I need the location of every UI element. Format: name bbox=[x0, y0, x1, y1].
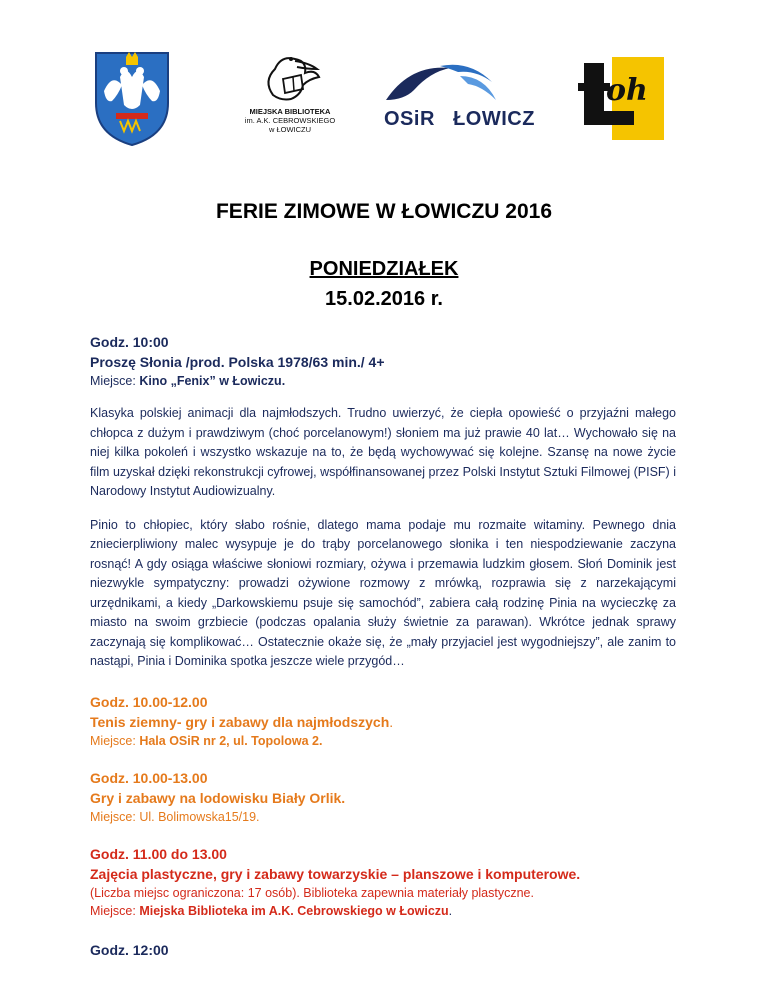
event-title: Gry i zabawy na lodowisku Biały Orlik. bbox=[90, 789, 346, 806]
event-time: Godz. 11.00 do 13.00 bbox=[90, 845, 227, 862]
place-value: Kino „Fenix” w Łowiczu. bbox=[139, 374, 286, 388]
loh-logo bbox=[578, 57, 664, 140]
loh-logo-text: oh bbox=[606, 73, 648, 108]
library-logo-line3: w ŁOWICZU bbox=[268, 125, 312, 134]
place-label: Miejsce: bbox=[90, 809, 140, 824]
lowicz-coat-of-arms-logo bbox=[90, 47, 174, 147]
library-logo-text bbox=[236, 107, 344, 134]
event-noon bbox=[90, 940, 676, 960]
place-suffix: . bbox=[448, 903, 453, 918]
schedule bbox=[90, 332, 676, 960]
pelican-book-icon bbox=[255, 45, 325, 107]
library-logo bbox=[236, 45, 344, 145]
place-label: Miejsce: bbox=[90, 374, 140, 388]
date-heading: 15.02.2016 r. bbox=[325, 288, 443, 310]
library-logo-line1: MIEJSKA BIBLIOTEKA bbox=[249, 107, 331, 116]
place-value: Ul. Bolimowska15/19. bbox=[139, 809, 260, 824]
event-description: Pinio to chłopiec, który słabo rośnie, dlatego mama podaje mu rozmaite witaminy. Pewnego dnia zniecierpliwiony malec wysypuje je do trąby porcelanowego słonika i ten niespodziewanie zaczyna rosnąć! A gdy osiąga właściwe słoniowi rozmiary, ożywa i przemawia ludzkim głosem. Słoń Dominik jest niezwykle sympatyczny: prowadzi ożywione rozmowy z mrówką, rozprawia się z narzekającymi urzędnikami, a kiedy „Darkowskiemu psuje się samochód”, zabiera całą rodzinę Pinia na wycieczkę za miasto na swoim grzbiecie (podczas opalania służy świetnie za parawan). Wkrótce jednak sprawy zaczynają się komplikować… Ostatecznie okaże się, że „mały przyjaciel jest wygodniejszy”, ale zanim to nastąpi, Pinia i Dominika spotka jeszcze wiele przygód… bbox=[90, 517, 676, 668]
logo-bar bbox=[0, 0, 768, 160]
event-title: Proszę Słonia /prod. Polska 1978/63 min./ 4+ bbox=[90, 354, 385, 370]
event-place bbox=[90, 902, 676, 920]
event-time: Godz. 10.00-12.00 bbox=[90, 693, 208, 710]
page-title: FERIE ZIMOWE W ŁOWICZU 2016 bbox=[215, 200, 552, 223]
day-heading: PONIEDZIAŁEK bbox=[309, 258, 459, 280]
osir-wave-icon bbox=[380, 60, 550, 110]
osir-logo-left: OSiR bbox=[384, 108, 435, 130]
event-time: Godz. 12:00 bbox=[90, 941, 169, 958]
osir-logo-text bbox=[384, 108, 535, 131]
place-value: Hala OSiR nr 2, ul. Topolowa 2. bbox=[139, 733, 323, 748]
event-description: Klasyka polskiej animacji dla najmłodszych. Trudno uwierzyć, że ciepła opowieść o przyjaźni małego chłopca z dużym i prawdziwym (choć porcelanowym!) słoniem ma już prawie 40 lat… Wychowało się na niej kilka pokoleń i wszystko wskazuje na to, że będą wychowywać się kolejne. Szansę na nowe życie film uzyskał dzięki rekonstrukcji cyfrowej, współfinansowanej przez Polski Instytut Sztuki Filmowej (PISF) i Narodowy Instytut Audiowizualny. bbox=[90, 406, 676, 498]
place-value: Miejska Biblioteka im A.K. Cebrowskiego w Łowiczu bbox=[139, 903, 449, 918]
event-time: Godz. 10:00 bbox=[90, 334, 169, 350]
event-tennis bbox=[90, 692, 676, 750]
event-place bbox=[90, 372, 676, 390]
place-label: Miejsce: bbox=[90, 733, 140, 748]
event-title-text: Tenis ziemny- gry i zabawy dla najmłodszych bbox=[90, 713, 390, 730]
place-label: Miejsce: bbox=[90, 903, 140, 918]
event-library-workshop bbox=[90, 844, 676, 920]
event-place bbox=[90, 808, 676, 826]
event-place bbox=[90, 732, 676, 750]
event-title: Zajęcia plastyczne, gry i zabawy towarzyskie – planszowe i komputerowe. bbox=[90, 865, 581, 882]
event-title bbox=[90, 712, 676, 732]
osir-logo-right: ŁOWICZ bbox=[453, 108, 535, 130]
library-logo-line2: im. A.K. CEBROWSKIEGO bbox=[244, 116, 336, 125]
osir-logo bbox=[380, 60, 550, 140]
event-film bbox=[90, 332, 676, 672]
event-time: Godz. 10.00-13.00 bbox=[90, 769, 208, 786]
event-ice-rink bbox=[90, 768, 676, 826]
event-note: (Liczba miejsc ograniczona: 17 osób). Biblioteka zapewnia materiały plastyczne. bbox=[90, 885, 534, 900]
event-title-suffix: . bbox=[389, 713, 394, 730]
